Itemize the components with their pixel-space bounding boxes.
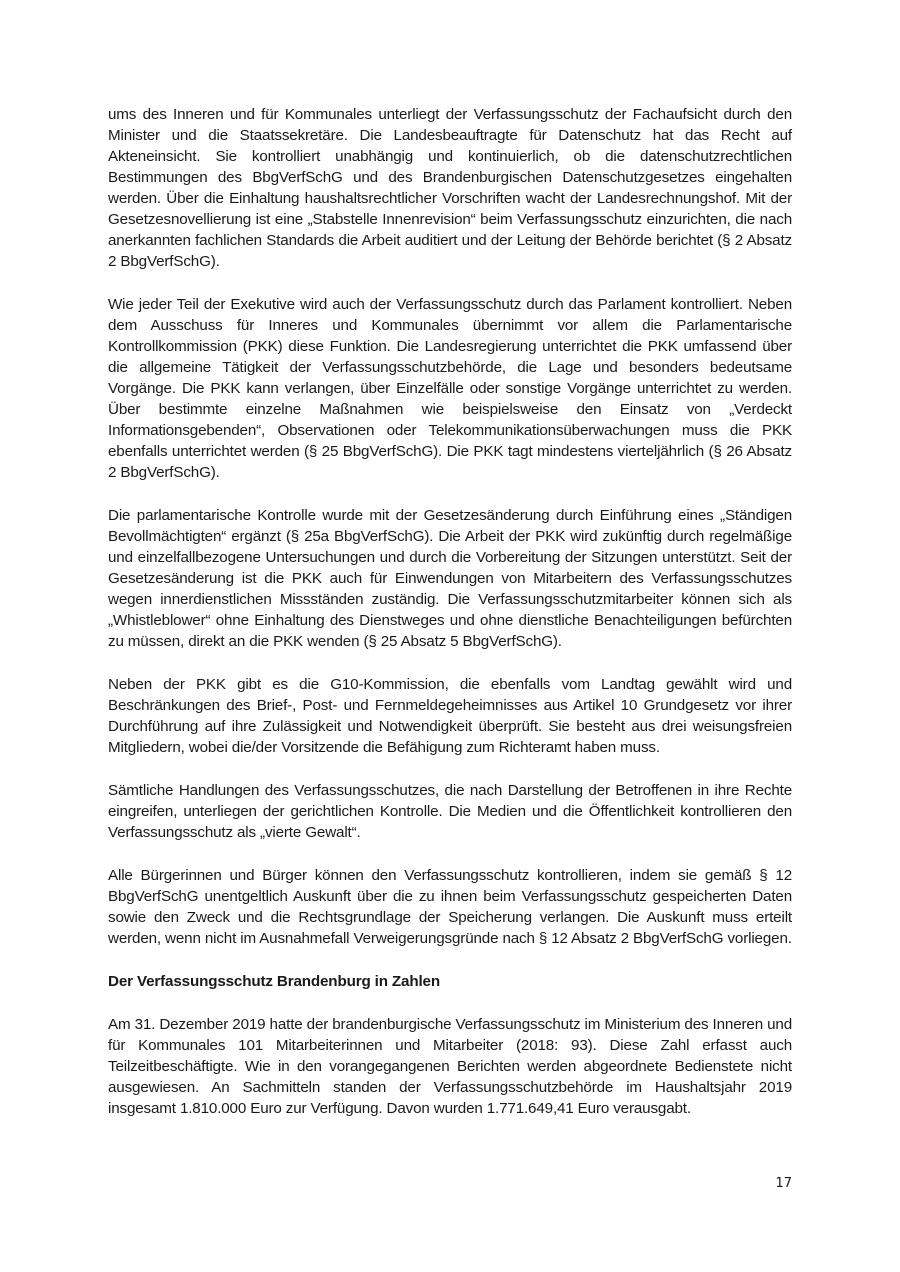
paragraph-citizen-information: Alle Bürgerinnen und Bürger können den Verfassungsschutz kontrollieren, indem sie gemäß § 12 BbgVerfSchG unentgeltlich Auskunft über die zu ihnen beim Verfassungsschutz gespeicherten Daten sowie den Zweck und die Rechtsgrundlage der Speicherung verlangen. Die Auskunft muss erteilt werden, wenn nicht im Ausnahmefall Verweigerungsgründe nach § 12 Absatz 2 BbgVerfSchG vorliegen. bbox=[108, 867, 792, 947]
paragraph-judicial-control: Sämtliche Handlungen des Verfassungsschutzes, die nach Darstellung der Betroffenen in ihre Rechte eingreifen, unterliegen der gerichtlichen Kontrolle. Die Medien und die Öffentlichkeit kontrollieren den Verfassungsschutz als „vierte Gewalt“. bbox=[108, 782, 792, 841]
paragraph-standing-representative: Die parlamentarische Kontrolle wurde mit der Gesetzesänderung durch Einführung eines „Ständigen Bevollmächtigten“ ergänzt (§ 25a BbgVerfSchG). Die Arbeit der PKK wird zukünftig durch regelmäßige und einzelfallbezogene Untersuchungen und durch die Vorbereitung der Sitzungen unterstützt. Seit der Gesetzesänderung ist die PKK auch für Einwendungen von Mitarbeitern des Verfassungsschutzes wegen innerdienstlichen Missständen zuständig. Die Verfassungsschutzmitarbeiter können sich als „Whistleblower“ ohne Einhaltung des Dienstweges und ohne dienstliche Benachteiligungen befürchten zu müssen, direkt an die PKK wenden (§ 25 Absatz 5 BbgVerfSchG). bbox=[108, 507, 792, 650]
section-heading: Der Verfassungsschutz Brandenburg in Zahlen bbox=[108, 973, 440, 990]
paragraph-oversight: ums des Inneren und für Kommunales unterliegt der Verfassungsschutz der Fachaufsicht durch den Minister und die Staatssekretäre. Die Landesbeauftragte für Datenschutz hat das Recht auf Akteneinsicht. Sie kontrolliert unabhängig und kontinuierlich, ob die datenschutzrechtlichen Bestimmungen des BbgVerfSchG und des Brandenburgischen Datenschutzgesetzes eingehalten werden. Über die Einhaltung haushaltsrechtlicher Vorschriften wacht der Landesrechnungshof. Mit der Gesetzesnovellierung ist eine „Stabstelle Innenrevision“ beim Verfassungsschutz einzurichten, die nach anerkannten fachlichen Standards die Arbeit auditiert und der Leitung der Behörde berichtet (§ 2 Absatz 2 BbgVerfSchG). bbox=[108, 106, 792, 270]
paragraph-g10-commission: Neben der PKK gibt es die G10-Kommission, die ebenfalls vom Landtag gewählt wird und Beschränkungen des Brief-, Post- und Fernmeldegeheimnisses aus Artikel 10 Grundgesetz vor ihrer Durchführung auf ihre Zulässigkeit und Notwendigkeit überprüft. Sie besteht aus drei weisungsfreien Mitgliedern, wobei die/der Vorsitzende die Befähigung zum Richteramt haben muss. bbox=[108, 676, 792, 756]
page-content bbox=[108, 104, 792, 1141]
paragraph-parliamentary-control: Wie jeder Teil der Exekutive wird auch der Verfassungsschutz durch das Parlament kontrolliert. Neben dem Ausschuss für Inneres und Kommunales übernimmt vor allem die Parlamentarische Kontrollkommission (PKK) diese Funktion. Die Landesregierung unterrichtet die PKK umfassend über die allgemeine Tätigkeit der Verfassungsschutzbehörde, die Lage und besonders bedeutsame Vorgänge. Die PKK kann verlangen, über Einzelfälle oder sonstige Vorgänge unterrichtet zu werden. Über bestimmte einzelne Maßnahmen wie beispielsweise den Einsatz von „Verdeckt Informationsgebenden“, Observationen oder Telekommunikationsüberwachungen muss die PKK ebenfalls unterrichtet werden (§ 25 BbgVerfSchG). Die PKK tagt mindestens vierteljährlich (§ 26 Absatz 2 BbgVerfSchG). bbox=[108, 296, 792, 481]
paragraph-figures: Am 31. Dezember 2019 hatte der brandenburgische Verfassungsschutz im Ministerium des Inneren und für Kommunales 101 Mitarbeiterinnen und Mitarbeiter (2018: 93). Diese Zahl erfasst auch Teilzeitbeschäftigte. Wie in den vorangegangenen Berichten werden abgeordnete Bedienstete nicht ausgewiesen. An Sachmitteln standen der Verfassungsschutzbehörde im Haushaltsjahr 2019 insgesamt 1.810.000 Euro zur Verfügung. Davon wurden 1.771.649,41 Euro verausgabt. bbox=[108, 1016, 792, 1117]
page-number: 17 bbox=[775, 1176, 792, 1191]
